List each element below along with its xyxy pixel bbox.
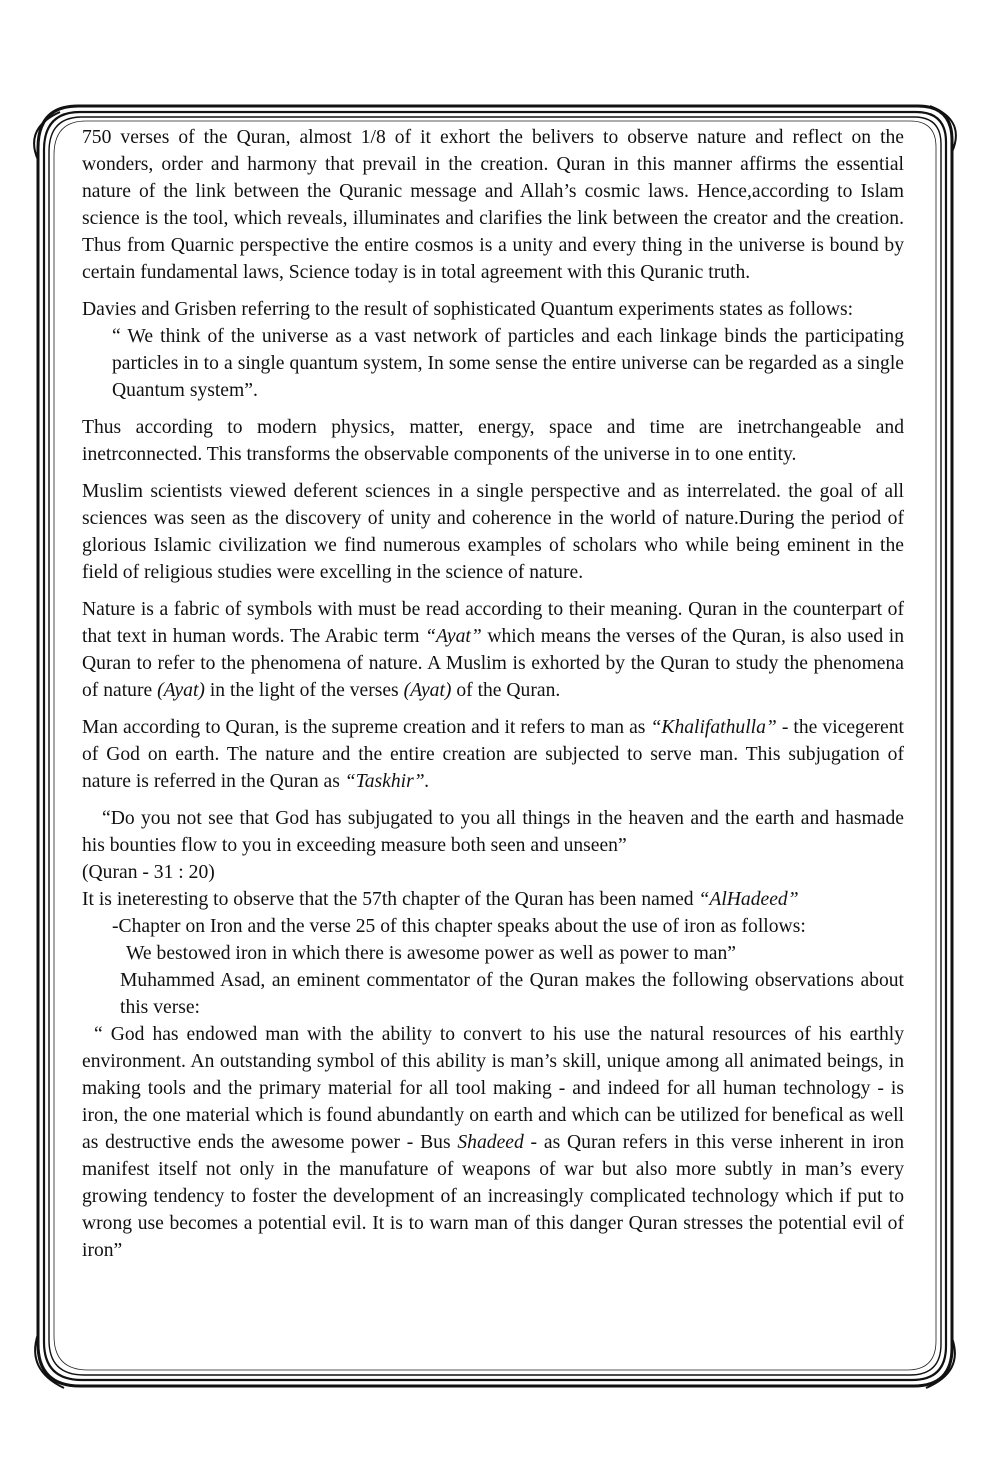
italic-term: (Ayat) xyxy=(403,680,452,701)
text-span: Man according to Quran, is the supreme creation and it refers to man as xyxy=(82,717,651,738)
text-span: It is ineteresting to observe that the 57th chapter of the Quran has been named xyxy=(82,889,699,910)
quran-quote: “Do you not see that God has subjugated to you all things in the heaven and the earth and hasmade his bounties flow to you in exceeding measure both seen and unseen” xyxy=(82,808,904,856)
paragraph-4: Muslim scientists viewed deferent sciences in a single perspective and as interrelated. the goal of all sciences was seen as the discovery of unity and coherence in the world of nature.During the period of glorious Islamic civilization we find numerous examples of scholars who while being eminent in the field of religious studies were excelling in the science of nature. xyxy=(82,481,904,583)
quran-citation: (Quran - 31 : 20) xyxy=(82,862,215,883)
text-span: - as Quran refers in this verse inherent in iron manifest itself not only in the manufature of weapons of war but also more subtly in man’s every growing tendency to foster the development of an increasingly complicated technology which if put to wrong use becomes a potential evil. It is to warn man of this danger Quran stresses the potential evil of iron” xyxy=(82,1132,904,1261)
italic-term: “Ayat” xyxy=(425,626,482,647)
text-span: in the light of the verses xyxy=(204,680,404,701)
document-body xyxy=(82,124,904,1264)
paragraph-9: Muhammed Asad, an eminent commentator of the Quran makes the following observations about this verse: xyxy=(120,970,904,1018)
paragraph-1: 750 verses of the Quran, almost 1/8 of it exhort the belivers to observe nature and reflect on the wonders, order and harmony that prevail in the creation. Quran in this manner affirms the essential nature of the link between the Quranic message and Allah’s cosmic laws. Hence,according to Islam science is the tool, which reveals, illuminates and clarifies the link between the creator and the creation. Thus from Quarnic perspective the entire cosmos is a unity and every thing in the universe is bound by certain fundamental laws, Science today is in total agreement with this Quranic truth. xyxy=(82,127,904,283)
paragraph-5 xyxy=(82,596,904,704)
italic-term: “Khalifathulla” xyxy=(650,717,777,738)
paragraph-8 xyxy=(82,886,904,913)
paragraph-6 xyxy=(82,714,904,795)
paragraph-3: Thus according to modern physics, matter, energy, space and time are inetrchangeable and inetrconnected. This transforms the observable components of the universe in to one entity. xyxy=(82,417,904,465)
paragraph-8-continued: -Chapter on Iron and the verse 25 of this chapter speaks about the use of iron as follows: xyxy=(112,916,806,937)
text-span: “ God has endowed man with the ability to convert to his use the natural resources of his earthly environment. An outstanding symbol of this ability is man’s skill, unique among all animated beings, in making tools and the primary material for all tool making - and indeed for all human technology - is iron, the one material which is found abundantly on earth and which can be utilized for benefical as well as destructive ends the awesome power - Bus xyxy=(82,1024,904,1153)
paragraph-2: Davies and Grisben referring to the result of sophisticated Quantum experiments states as follows: xyxy=(82,299,854,320)
text-span: which means the verses of the Quran, is also used in Quran to refer to the phenomena of nature. A Muslim is exhorted by the Quran to study the phenomena of nature xyxy=(82,626,904,701)
italic-term: “Taskhir”. xyxy=(344,771,430,792)
text-span: - the vicegerent of God on earth. The nature and the entire creation are subjected to serve man. This subjugation of nature is referred in the Quran as xyxy=(82,717,904,792)
italic-term: Shadeed xyxy=(457,1132,524,1153)
iron-verse-quote: We bestowed iron in which there is awesome power as well as power to man” xyxy=(126,943,736,964)
italic-term: (Ayat) xyxy=(157,680,205,701)
asad-commentary-quote xyxy=(82,1021,904,1264)
text-span: of the Quran. xyxy=(451,680,561,701)
text-span: Nature is a fabric of symbols with must be read according to their meaning. Quran in the counterpart of that text in human words. The Arabic term xyxy=(82,599,904,647)
italic-term: “AlHadeed” xyxy=(698,889,799,910)
block-quote-davies: “ We think of the universe as a vast network of particles and each linkage binds the participating particles in to a single quantum system, In some sense the entire universe can be regarded as a single Quantum system”. xyxy=(112,326,904,401)
